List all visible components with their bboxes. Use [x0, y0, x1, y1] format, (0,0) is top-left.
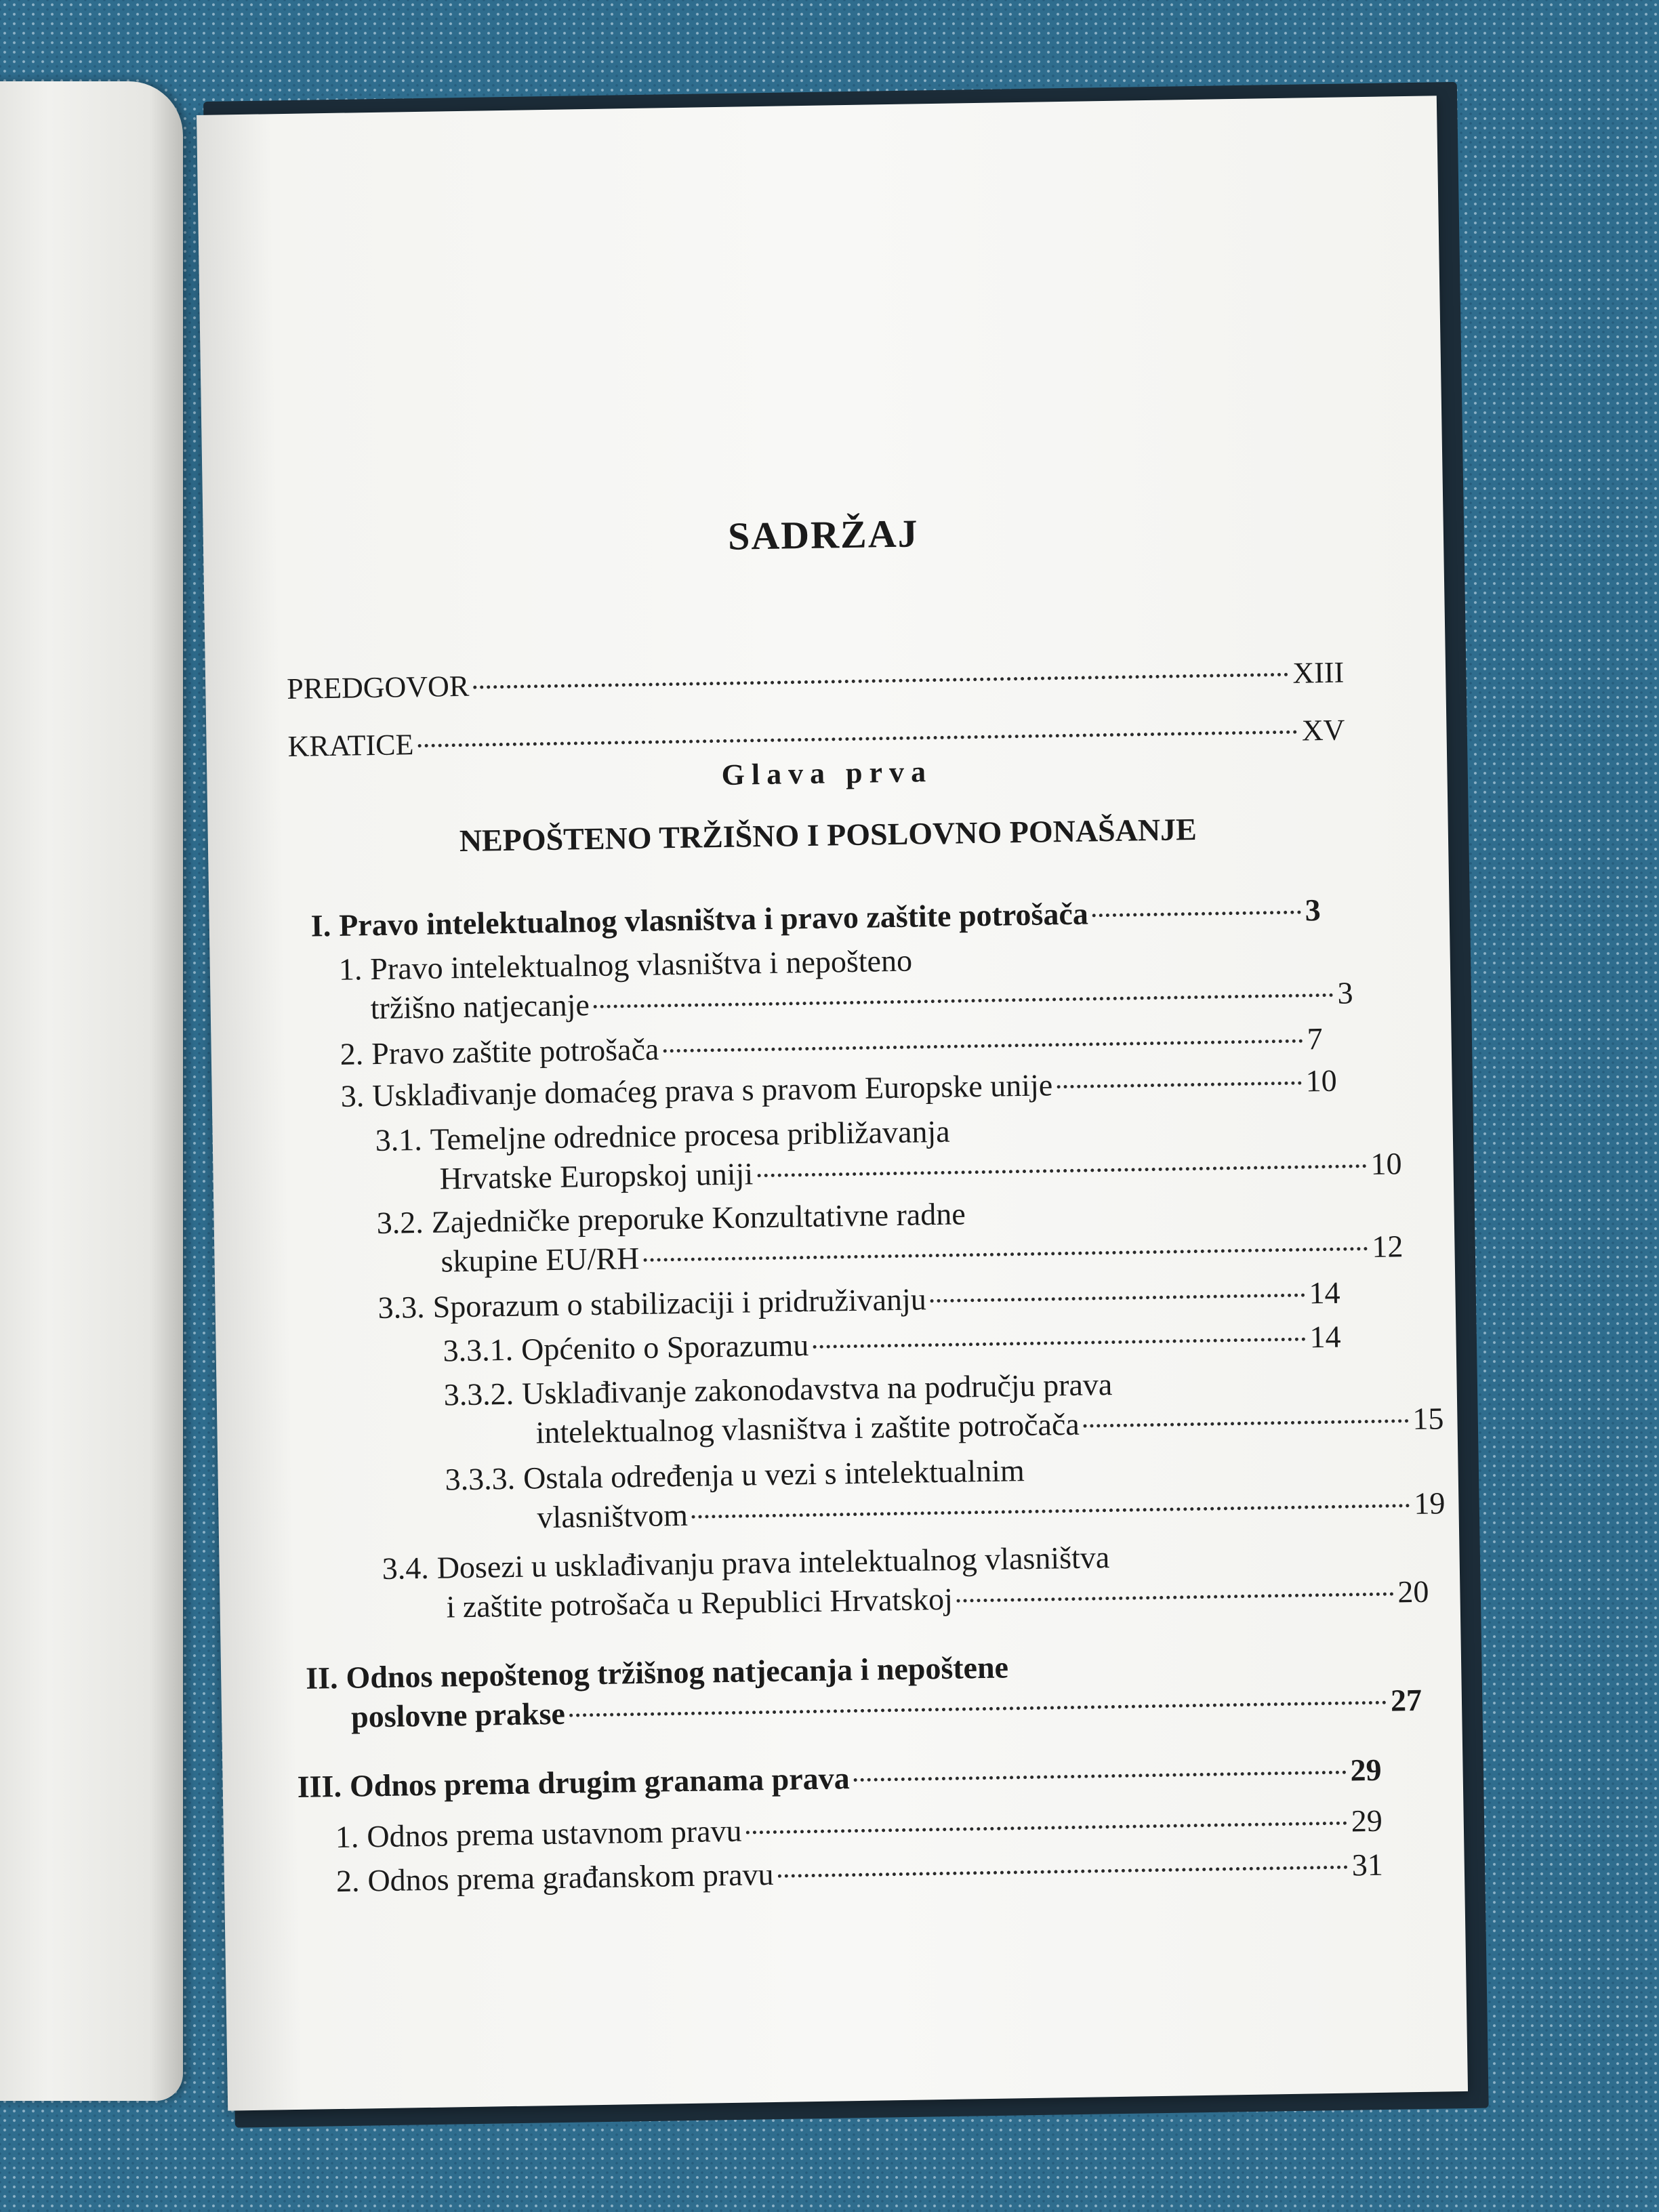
toc-entry-number: 3.4. — [382, 1550, 430, 1586]
dot-leader — [854, 1771, 1347, 1782]
dot-leader — [594, 994, 1334, 1008]
toc-entry-continuation: poslovne prakse — [350, 1696, 566, 1734]
toc-page-number: 29 — [1350, 1752, 1382, 1788]
toc-entry-text: Temeljne odrednice procesa približavanja — [430, 1113, 950, 1157]
toc-entry-text: Odnos prema drugim granama prava — [349, 1761, 851, 1803]
toc-entry-continuation: tržišno natjecanje — [370, 987, 590, 1026]
toc-page-number: XV — [1301, 713, 1345, 747]
dot-leader — [1057, 1082, 1302, 1089]
dot-leader — [569, 1701, 1387, 1717]
toc-entry — [375, 1106, 1402, 1200]
dot-leader — [473, 673, 1288, 689]
toc-page-number: 15 — [1412, 1401, 1444, 1437]
toc-entry-text: Ostala određenja u vezi s intelektualnim — [523, 1453, 1025, 1496]
toc-entry-number: II. — [305, 1660, 338, 1696]
toc-entry-text: Usklađivanje zakonodavstva na području prava — [521, 1367, 1113, 1411]
toc-page-number: 29 — [1351, 1803, 1383, 1839]
toc-page-number: XIII — [1292, 655, 1345, 690]
table-of-contents — [197, 96, 1468, 2110]
toc-entry-continuation: intelektualnog vlasništva i zaštite potročača — [535, 1406, 1080, 1450]
toc-entry-number: 3.2. — [376, 1204, 424, 1241]
toc-entry-continuation: vlasništvom — [537, 1497, 689, 1535]
toc-entry — [443, 1361, 1444, 1454]
toc-entry — [443, 1317, 1341, 1371]
toc-entry-text: Usklađivanje domaćeg prava s pravom Europske unije — [371, 1067, 1053, 1113]
toc-entry-text: Dosezi u usklađivanju prava intelektualnog vlasništva — [436, 1540, 1110, 1585]
toc-entry-text: Odnos prema građanskom pravu — [367, 1856, 774, 1898]
toc-entry-number: 1. — [335, 1819, 359, 1855]
toc-entry-continuation: Hrvatske Europskoj uniji — [439, 1156, 754, 1196]
left-page — [0, 81, 183, 2101]
toc-entry-number: 3.3.1. — [443, 1332, 514, 1368]
toc-entry-text: Pravo intelektualnog vlasništva i nepošteno — [369, 943, 913, 987]
dot-leader — [1092, 911, 1301, 918]
toc-entry-text: Zajedničke preporuke Konzultativne radne — [431, 1196, 966, 1240]
toc-entry-number: III. — [297, 1768, 342, 1804]
dot-leader — [746, 1822, 1347, 1835]
toc-entry-text: Odnos nepoštenog tržišnog natjecanja i nepoštene — [346, 1650, 1009, 1695]
toc-entry-text: Odnos prema ustavnom pravu — [367, 1813, 742, 1854]
toc-page-number: 10 — [1370, 1146, 1402, 1181]
toc-page-number: 3 — [1337, 975, 1353, 1010]
book-page — [197, 96, 1468, 2110]
toc-entry-text: PREDGOVOR — [286, 669, 470, 706]
dot-leader — [813, 1338, 1305, 1349]
toc-entry-predgovor — [287, 653, 1345, 709]
dot-leader — [417, 731, 1298, 747]
toc-page-number: 31 — [1351, 1847, 1384, 1883]
toc-entry-text: Općenito o Sporazumu — [520, 1328, 809, 1367]
dot-leader — [757, 1164, 1366, 1177]
toc-entry-number: 2. — [340, 1036, 364, 1071]
dot-leader — [692, 1504, 1410, 1519]
toc-entry-number: 3.3.3. — [445, 1460, 516, 1497]
toc-page-number: 20 — [1397, 1574, 1429, 1610]
toc-entry — [382, 1534, 1429, 1628]
toc-entry-continuation: skupine EU/RH — [441, 1240, 640, 1279]
toc-entry — [338, 935, 1353, 1029]
toc-entry — [376, 1189, 1404, 1282]
toc-entry-number: 2. — [335, 1863, 360, 1899]
toc-entry-number: 3. — [340, 1078, 365, 1113]
toc-page-number: 10 — [1305, 1063, 1337, 1099]
dot-leader — [778, 1866, 1348, 1878]
toc-entry-continuation: i zaštite potrošača u Republici Hrvatskoj — [446, 1581, 954, 1624]
toc-entry-number: I. — [310, 908, 331, 943]
toc-entry — [445, 1446, 1446, 1538]
toc-entry-text: KRATICE — [287, 728, 414, 763]
toc-entry — [297, 1750, 1382, 1807]
toc-page-number: 14 — [1309, 1319, 1341, 1355]
dot-leader — [957, 1593, 1394, 1603]
toc-entry-number: 3.1. — [375, 1122, 423, 1158]
toc-entry — [305, 1642, 1422, 1738]
toc-entry-text: Pravo zaštite potrošača — [371, 1031, 659, 1071]
toc-entry-text: Pravo intelektualnog vlasništva i pravo zaštite potrošača — [338, 896, 1089, 943]
toc-entry-text: Sporazum o stabilizaciji i pridruživanju — [432, 1282, 927, 1324]
dot-leader — [930, 1294, 1305, 1303]
dot-leader — [643, 1247, 1368, 1262]
chapter-label: Glava prva — [721, 755, 933, 792]
toc-page-number: 14 — [1309, 1275, 1340, 1311]
toc-entry-number: 3.3. — [377, 1289, 426, 1326]
dot-leader — [1084, 1419, 1409, 1428]
toc-page-number: 7 — [1307, 1021, 1324, 1057]
chapter-title: NEPOŠTENO TRŽIŠNO I POSLOVNO PONAŠANJE — [459, 811, 1197, 859]
toc-entry-number: 3.3.2. — [443, 1376, 514, 1412]
toc-entry-number: 1. — [338, 951, 363, 987]
dot-leader — [663, 1040, 1303, 1053]
toc-page-number: 12 — [1372, 1229, 1404, 1264]
toc-page-number: 27 — [1390, 1682, 1422, 1718]
toc-page-number: 3 — [1305, 893, 1322, 928]
toc-page-number: 19 — [1413, 1486, 1446, 1521]
page-title: SADRŽAJ — [727, 511, 920, 558]
